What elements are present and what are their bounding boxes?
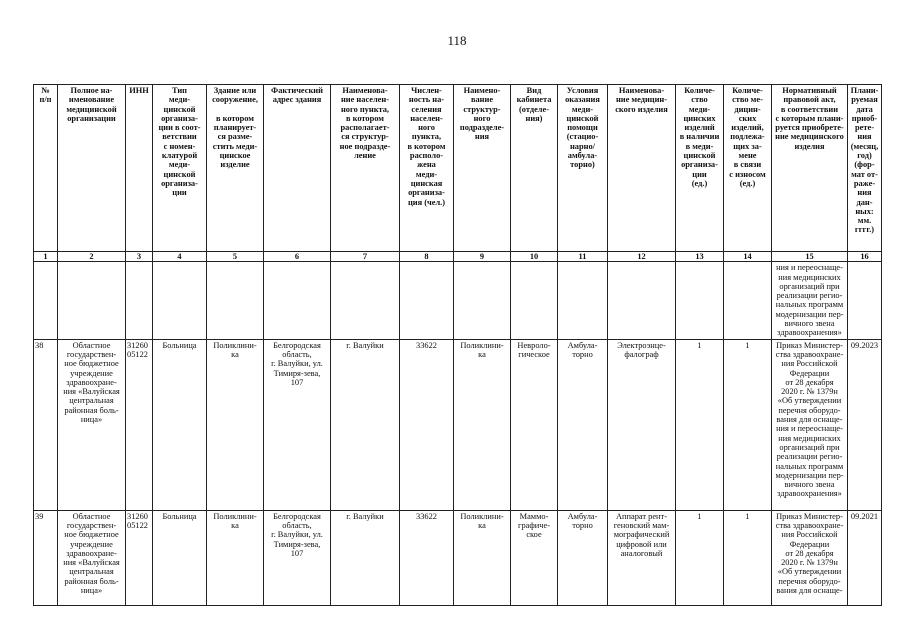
conditions: Амбула- торно xyxy=(558,510,608,605)
empty-cell xyxy=(608,262,676,339)
col-number: 3 xyxy=(126,252,153,262)
col-number: 7 xyxy=(331,252,400,262)
legal-act: Приказ Министер- ства здравоохране- ния Российской Федерации от 28 декабря 2020 г. № 1379н «Об утверждении перечня оборудо- вания для оснаще- xyxy=(772,510,848,605)
col-header: ИНН xyxy=(126,85,153,252)
col-header: Плани- руемая дата приоб- рете- ния (месяц, год) (фор- мат от- раже- ния дан- ных: мм. гггг.) xyxy=(848,85,882,252)
empty-cell xyxy=(558,262,608,339)
page-number: 118 xyxy=(447,33,467,48)
continuation-row xyxy=(34,262,882,339)
org-name: Областное государствен- ное бюджетное учреждение здравоохране- ния «Валуйская центральная районная боль- ница» xyxy=(58,510,126,605)
row-number: 38 xyxy=(34,339,58,510)
col-header: Количе- ство меди- цинских изделий в наличии в меди- цинской организа- ции (ед.) xyxy=(676,85,724,252)
org-type: Больница xyxy=(153,510,207,605)
col-number: 5 xyxy=(207,252,264,262)
planned-date: 09.2023 xyxy=(848,339,882,510)
locality: г. Валуйки xyxy=(331,339,400,510)
empty-cell xyxy=(400,262,454,339)
col-number: 4 xyxy=(153,252,207,262)
inn: 31260 05122 xyxy=(126,510,153,605)
building: Поликлини- ка xyxy=(207,510,264,605)
col-number: 2 xyxy=(58,252,126,262)
empty-cell xyxy=(153,262,207,339)
population: 33622 xyxy=(400,339,454,510)
col-number: 11 xyxy=(558,252,608,262)
org-name: Областное государствен- ное бюджетное учреждение здравоохране- ния «Валуйская центральная районная боль- ница» xyxy=(58,339,126,510)
inn: 31260 05122 xyxy=(126,339,153,510)
empty-cell xyxy=(848,262,882,339)
empty-cell xyxy=(34,262,58,339)
col-header: Числен- ность на- селения населен- ного пункта, в котором располо- жена меди- цинская организа- ция (чел.) xyxy=(400,85,454,252)
empty-cell xyxy=(454,262,511,339)
qty-replace: 1 xyxy=(724,510,772,605)
unit: Поликлини- ка xyxy=(454,510,511,605)
conditions: Амбула- торно xyxy=(558,339,608,510)
qty-have: 1 xyxy=(676,339,724,510)
address: Белгородская область, г. Валуйки, ул. Тимиря-зева, 107 xyxy=(264,510,331,605)
table-row xyxy=(34,510,882,605)
col-number: 8 xyxy=(400,252,454,262)
col-number: 1 xyxy=(34,252,58,262)
device: Электроэнце- фалограф xyxy=(608,339,676,510)
col-number: 15 xyxy=(772,252,848,262)
empty-cell xyxy=(511,262,558,339)
col-header: Здание или сооружение, в котором планирует- ся разме- стить меди- цинское изделие xyxy=(207,85,264,252)
address: Белгородская область, г. Валуйки, ул. Тимиря-зева, 107 xyxy=(264,339,331,510)
col-number: 14 xyxy=(724,252,772,262)
legal-act: Приказ Министер- ства здравоохране- ния Российской Федерации от 28 декабря 2020 г. № 1379н «Об утверждении перечня оборудо- вания для оснаще- ния и переоснаще- ния медицинских организаций при реализации регио- нальных программ модернизации пер- вичного звена здравоохранения» xyxy=(772,339,848,510)
column-number-row xyxy=(34,252,882,262)
col-header: Нормативный правовой акт, в соответствии с которым плани- руется приобрете- ние медицинского изделия xyxy=(772,85,848,252)
col-number: 6 xyxy=(264,252,331,262)
empty-cell xyxy=(264,262,331,339)
col-header: Условия оказания меди- цинской помощи (стацио- нарно/ амбула- торно) xyxy=(558,85,608,252)
col-header: № п/п xyxy=(34,85,58,252)
col-header: Вид кабинета (отделе- ния) xyxy=(511,85,558,252)
empty-cell xyxy=(676,262,724,339)
cabinet: Невроло- гическое xyxy=(511,339,558,510)
col-header: Количе- ство ме- дицин- ских изделий, подлежа- щих за- мене в связи с износом (ед.) xyxy=(724,85,772,252)
org-type: Больница xyxy=(153,339,207,510)
col-number: 16 xyxy=(848,252,882,262)
unit: Поликлини- ка xyxy=(454,339,511,510)
empty-cell xyxy=(126,262,153,339)
population: 33622 xyxy=(400,510,454,605)
planned-date: 09.2021 xyxy=(848,510,882,605)
locality: г. Валуйки xyxy=(331,510,400,605)
header-row xyxy=(34,85,882,252)
cabinet: Маммо- графиче- ское xyxy=(511,510,558,605)
device: Аппарат рент- геновский мам- мографический цифровой или аналоговый xyxy=(608,510,676,605)
col-number: 9 xyxy=(454,252,511,262)
empty-cell xyxy=(207,262,264,339)
qty-have: 1 xyxy=(676,510,724,605)
row-number: 39 xyxy=(34,510,58,605)
col-header: Фактический адрес здания xyxy=(264,85,331,252)
col-header: Наименова- ние медицин- ского изделия xyxy=(608,85,676,252)
empty-cell xyxy=(331,262,400,339)
col-number: 13 xyxy=(676,252,724,262)
equipment-table xyxy=(33,84,882,606)
col-number: 10 xyxy=(511,252,558,262)
col-header: Наимено- вание структур- ного подразделе- ния xyxy=(454,85,511,252)
table-row xyxy=(34,339,882,510)
col-header: Наименова- ние населен- ного пункта, в котором располагает- ся структур- ное подразде- ление xyxy=(331,85,400,252)
act-continuation: ния и переоснаще- ния медицинских организаций при реализации регио- нальных программ модернизации пер- вичного звена здравоохранения» xyxy=(772,262,848,339)
empty-cell xyxy=(58,262,126,339)
empty-cell xyxy=(724,262,772,339)
qty-replace: 1 xyxy=(724,339,772,510)
building: Поликлини- ка xyxy=(207,339,264,510)
col-header: Полное на- именование медицинской организации xyxy=(58,85,126,252)
col-header: Тип меди- цинской организа- ции в соот- ветствии с номен- клатурой меди- цинской организа- ции xyxy=(153,85,207,252)
col-number: 12 xyxy=(608,252,676,262)
